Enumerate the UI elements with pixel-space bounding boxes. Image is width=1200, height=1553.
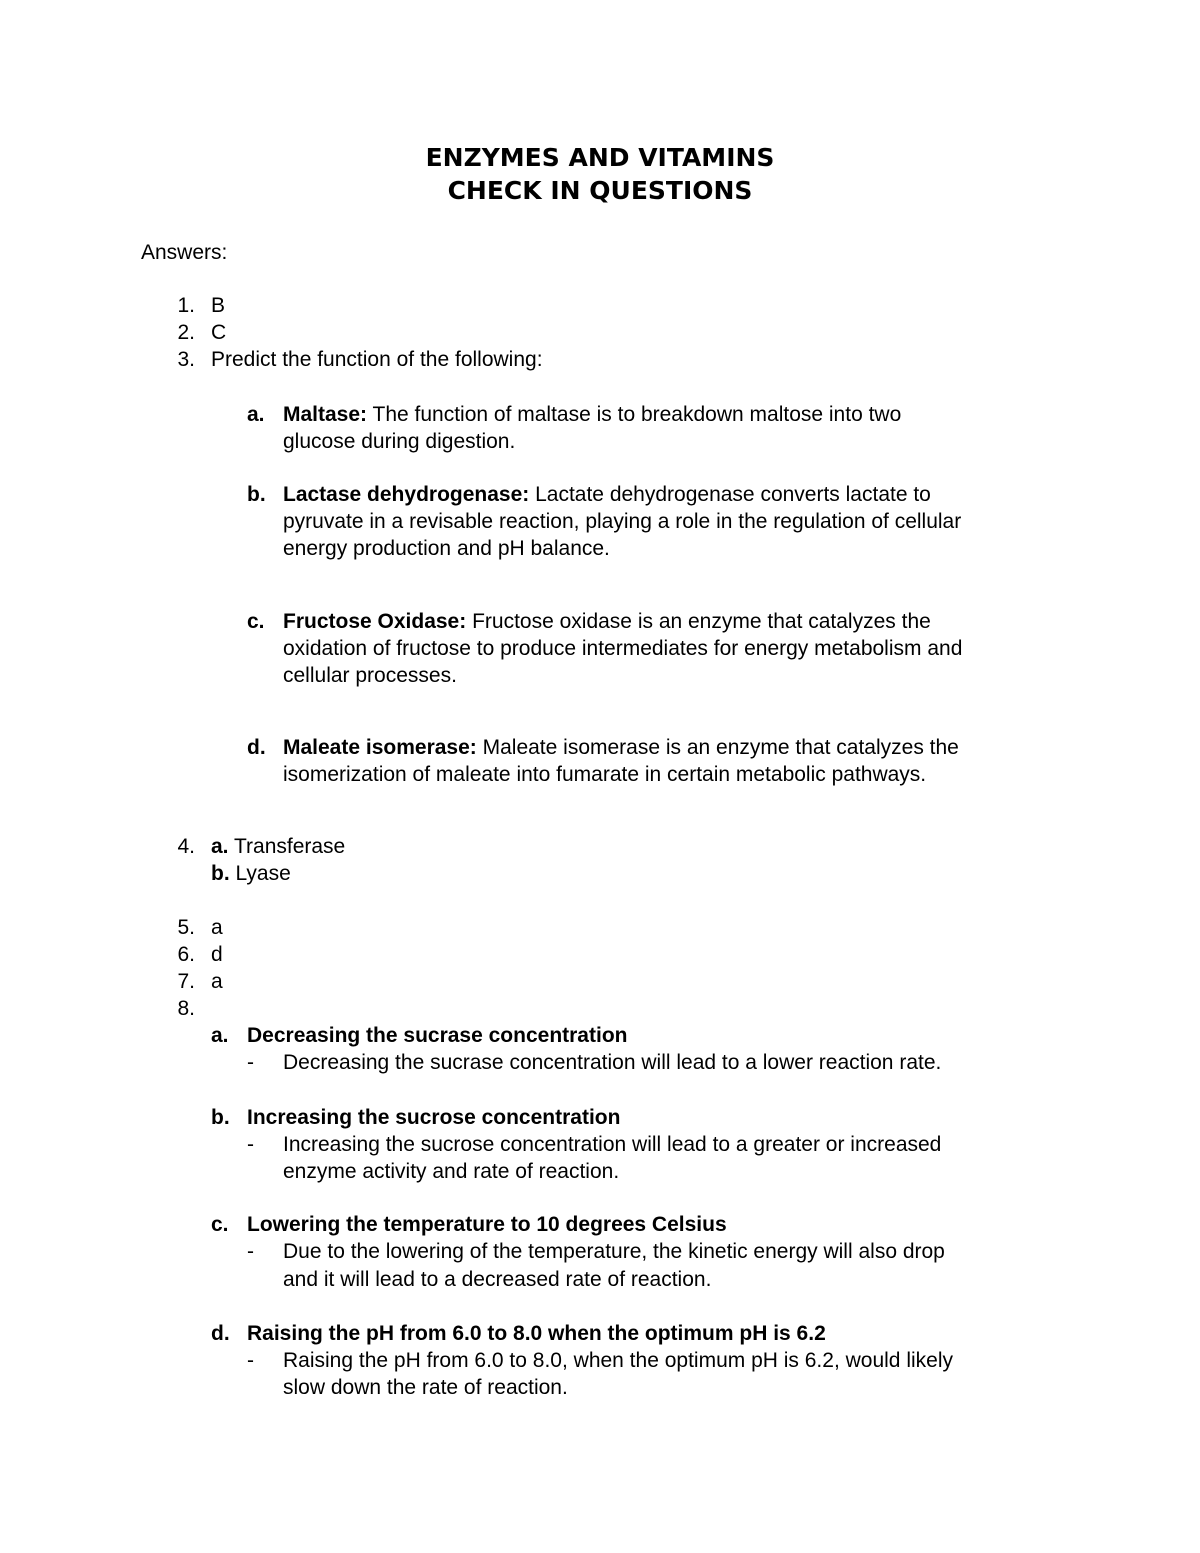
q8-item-c-line-1: Due to the lowering of the temperature, the kinetic energy will also drop <box>283 1240 945 1263</box>
answer-6: d <box>211 943 223 966</box>
answer-7: a <box>211 970 223 993</box>
q8-item-d-letter: d. <box>211 1322 230 1345</box>
q4-letter-a: a. <box>211 835 229 858</box>
q4-letter-b: b. <box>211 862 230 885</box>
q3-item-d-text: Maleate isomerase is an enzyme that catalyzes the <box>476 736 959 759</box>
q3-item-b-text: Lactate dehydrogenase converts lactate to <box>529 483 931 506</box>
document-title-line-1: ENZYMES AND VITAMINS <box>425 143 775 172</box>
question-number-1: 1. <box>177 294 195 317</box>
q3-item-b-line-1 <box>283 481 931 508</box>
q8-item-c-line-2: and it will lead to a decreased rate of reaction. <box>283 1268 712 1291</box>
q3-item-d-line-2: isomerization of maleate into fumarate in certain metabolic pathways. <box>283 763 927 786</box>
q3-item-a-letter: a. <box>247 403 265 426</box>
q3-item-c-letter: c. <box>247 610 265 633</box>
question-3-prompt: Predict the function of the following: <box>211 348 543 371</box>
q8-item-c-dash: - <box>247 1240 254 1263</box>
q3-item-a-term: Maltase: <box>283 403 368 426</box>
q8-item-a-dash: - <box>247 1051 254 1074</box>
q3-item-a-text: The function of maltase is to breakdown maltose into two <box>367 403 902 426</box>
q3-item-d-line-1 <box>283 734 959 761</box>
q8-item-d-heading: Raising the pH from 6.0 to 8.0 when the optimum pH is 6.2 <box>247 1322 826 1345</box>
q8-item-a-line-1: Decreasing the sucrase concentration will lead to a lower reaction rate. <box>283 1051 942 1074</box>
q4-text-a: Transferase <box>228 835 346 858</box>
answer-1: B <box>211 294 226 317</box>
q8-item-c-heading: Lowering the temperature to 10 degrees Celsius <box>247 1213 727 1236</box>
q4-text-b: Lyase <box>229 862 291 885</box>
q3-item-c-line-1 <box>283 608 931 635</box>
answers-label: Answers: <box>141 241 228 264</box>
document-title-line-2: CHECK IN QUESTIONS <box>447 176 753 205</box>
q3-item-a-line-1 <box>283 401 901 428</box>
q8-item-b-line-1: Increasing the sucrose concentration will lead to a greater or increased <box>283 1133 942 1156</box>
q4-answer-a <box>211 833 345 860</box>
answer-2: C <box>211 321 227 344</box>
question-number-3: 3. <box>177 348 195 371</box>
q3-item-d-letter: d. <box>247 736 266 759</box>
answer-5: a <box>211 916 223 939</box>
question-number-5: 5. <box>177 916 195 939</box>
q8-item-b-dash: - <box>247 1133 254 1156</box>
question-number-2: 2. <box>177 321 195 344</box>
q3-item-b-term: Lactase dehydrogenase: <box>283 483 530 506</box>
q3-item-c-term: Fructose Oxidase: <box>283 610 467 633</box>
question-number-8: 8. <box>177 997 195 1020</box>
q8-item-b-letter: b. <box>211 1106 230 1129</box>
q3-item-c-text: Fructose oxidase is an enzyme that catalyzes the <box>466 610 931 633</box>
q8-item-d-dash: - <box>247 1349 254 1372</box>
q8-item-d-line-1: Raising the pH from 6.0 to 8.0, when the optimum pH is 6.2, would likely <box>283 1349 953 1372</box>
q3-item-b-letter: b. <box>247 483 266 506</box>
q3-item-c-line-2: oxidation of fructose to produce intermediates for energy metabolism and <box>283 637 963 660</box>
question-number-4: 4. <box>177 835 195 858</box>
q8-item-b-line-2: enzyme activity and rate of reaction. <box>283 1160 620 1183</box>
question-number-7: 7. <box>177 970 195 993</box>
q3-item-b-line-3: energy production and pH balance. <box>283 537 610 560</box>
q8-item-b-heading: Increasing the sucrose concentration <box>247 1106 621 1129</box>
q8-item-a-heading: Decreasing the sucrase concentration <box>247 1024 628 1047</box>
q3-item-d-term: Maleate isomerase: <box>283 736 477 759</box>
q8-item-d-line-2: slow down the rate of reaction. <box>283 1376 568 1399</box>
q8-item-c-letter: c. <box>211 1213 229 1236</box>
q4-answer-b <box>211 860 291 887</box>
q3-item-a-line-2: glucose during digestion. <box>283 430 516 453</box>
q3-item-b-line-2: pyruvate in a revisable reaction, playing a role in the regulation of cellular <box>283 510 962 533</box>
question-number-6: 6. <box>177 943 195 966</box>
q8-item-a-letter: a. <box>211 1024 229 1047</box>
q3-item-c-line-3: cellular processes. <box>283 664 457 687</box>
